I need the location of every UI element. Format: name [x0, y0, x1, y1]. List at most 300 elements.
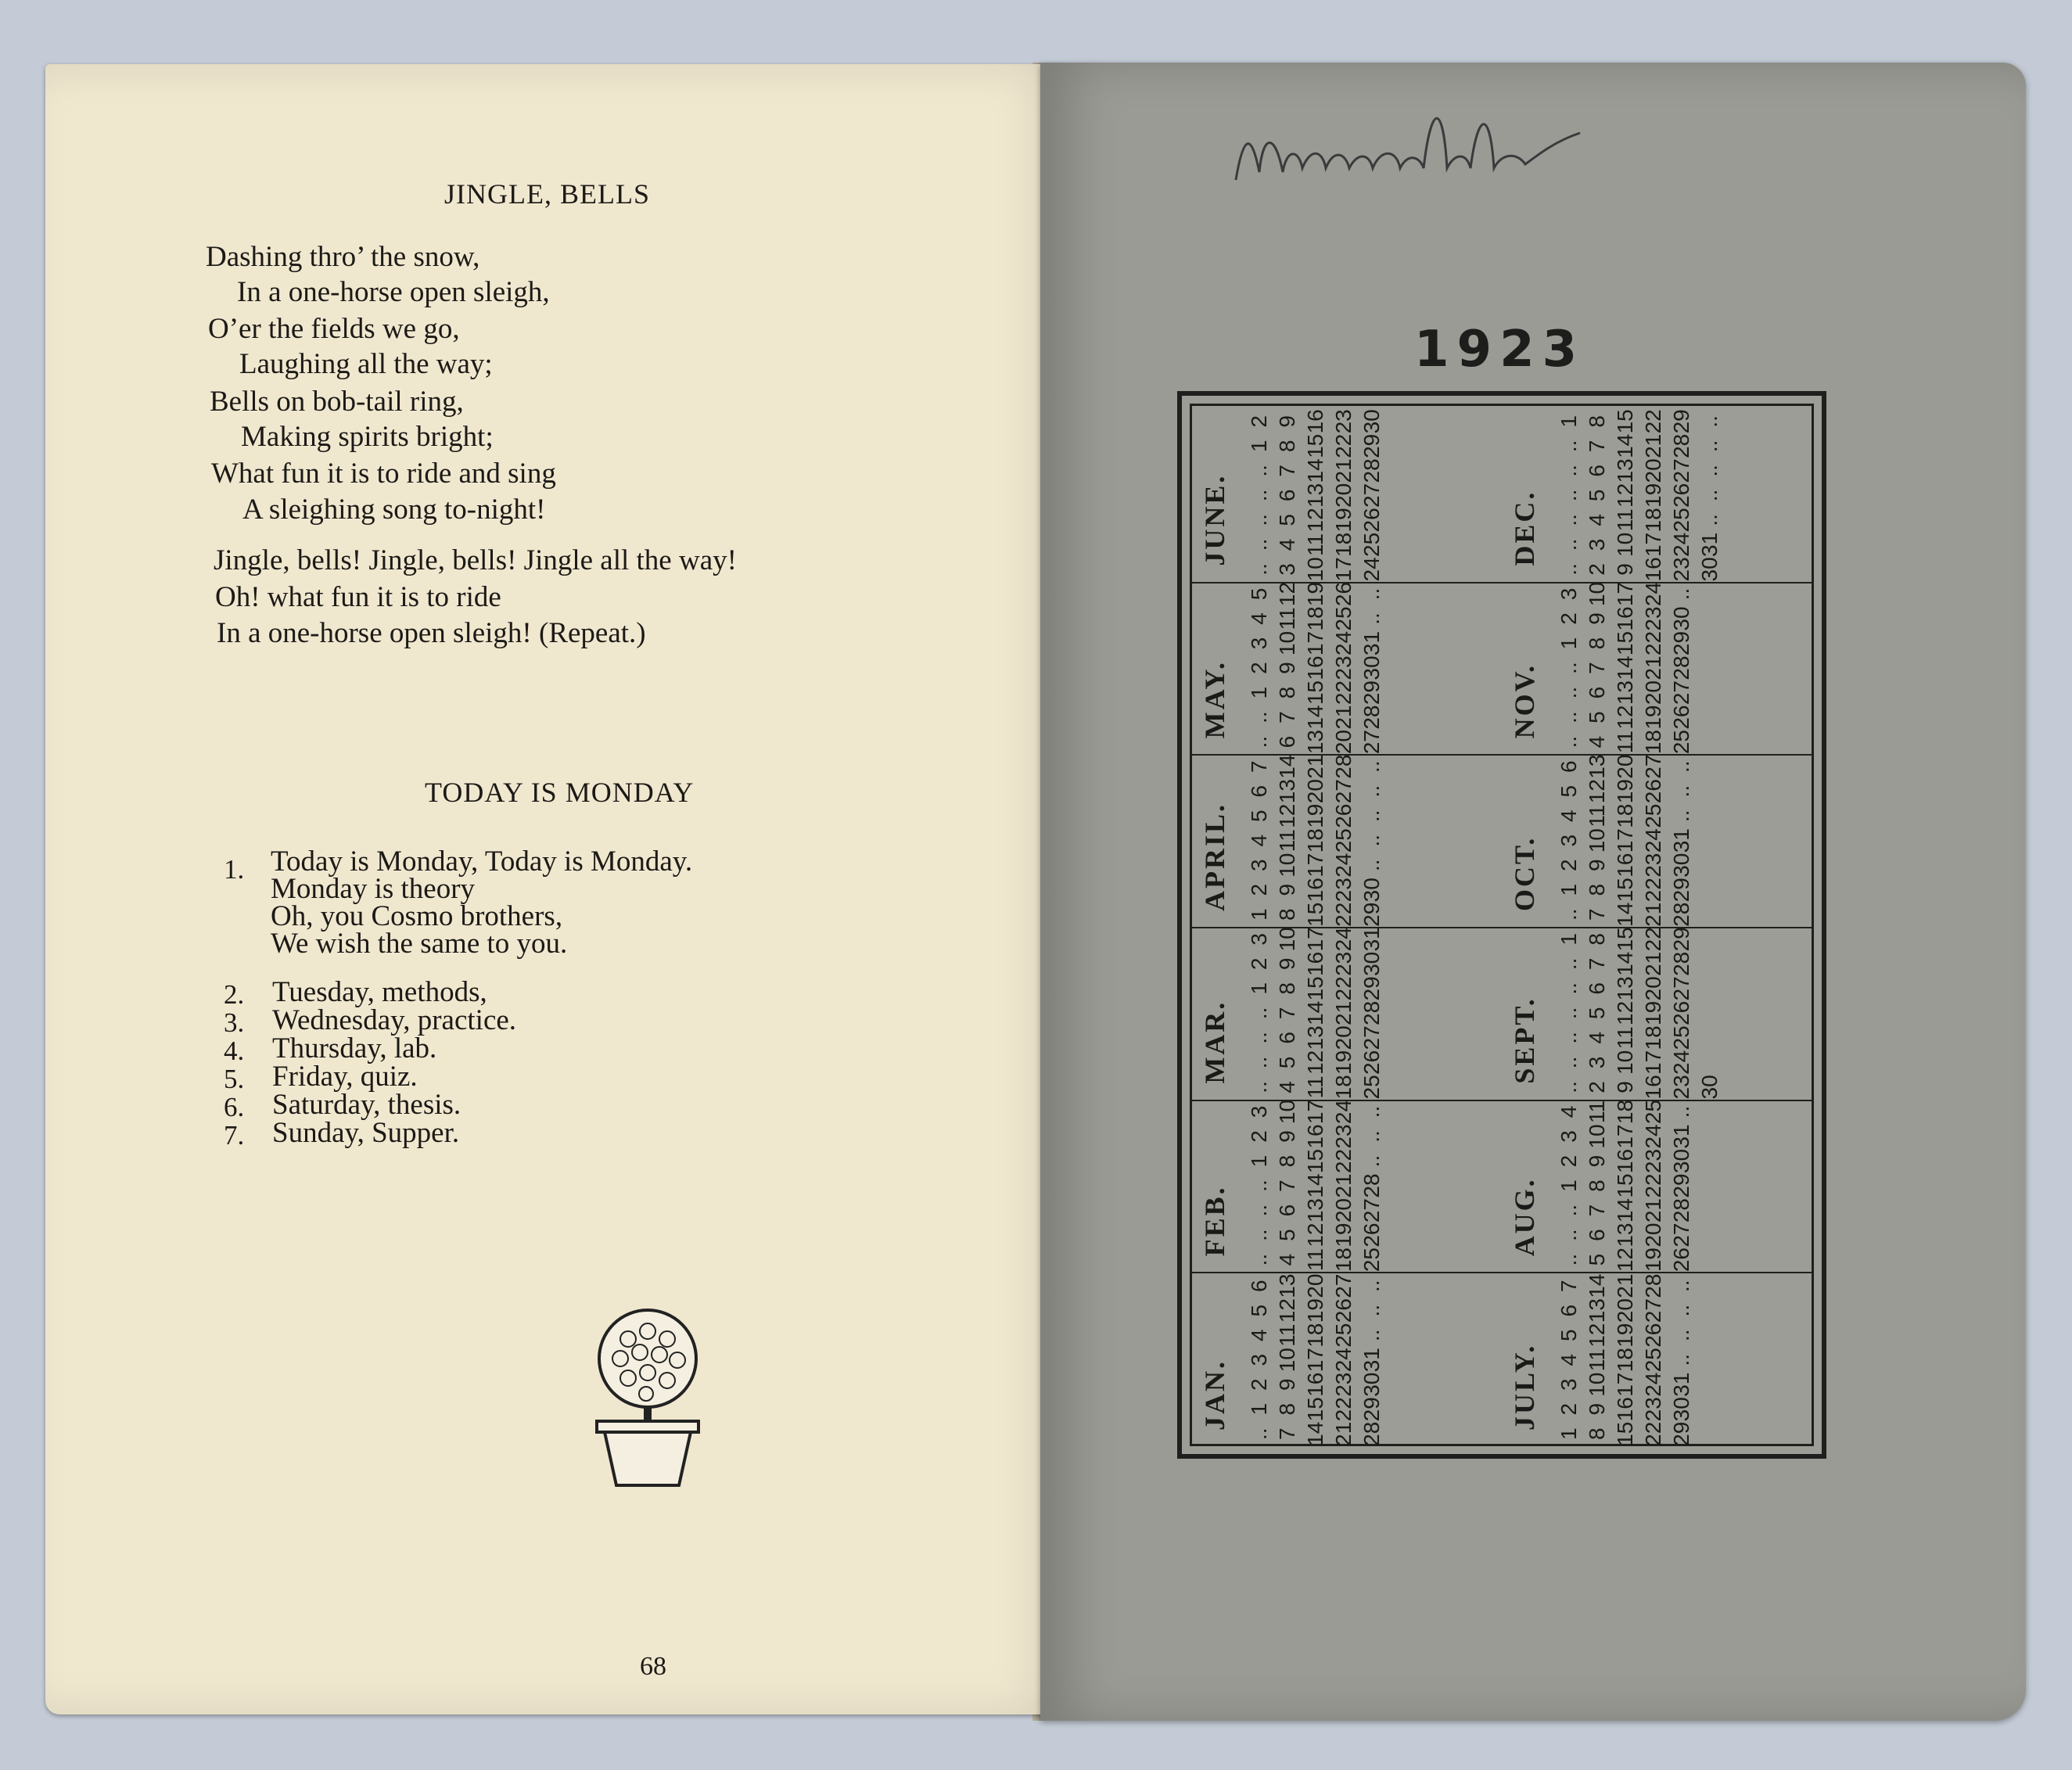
week-row — [1557, 927, 1582, 1100]
day-cell: 25 — [1331, 828, 1356, 853]
day-cell: 6 — [1247, 1280, 1271, 1292]
day-cell: 16 — [1303, 655, 1327, 680]
day-cell: 14 — [1613, 655, 1637, 680]
day-cell: .. — [1557, 563, 1581, 576]
month-block — [1502, 927, 1812, 1101]
day-cell: .. — [1697, 415, 1722, 428]
day-cell: .. — [1557, 440, 1581, 453]
day-cell: 10 — [1303, 557, 1327, 582]
week-row — [1669, 927, 1694, 1100]
day-cell: 21 — [1303, 754, 1327, 779]
week-row — [1557, 1273, 1582, 1446]
month-block — [1502, 1273, 1812, 1446]
day-cell: 12 — [1303, 508, 1327, 533]
day-cell: 29 — [1359, 902, 1384, 927]
day-cell: 15 — [1303, 1397, 1327, 1422]
day-cell: 10 — [1275, 927, 1299, 952]
day-cell: 14 — [1303, 1421, 1327, 1446]
day-cell: 22 — [1641, 1173, 1665, 1198]
week-row — [1557, 582, 1582, 755]
week-row — [1247, 754, 1272, 927]
day-cell: 10 — [1275, 1348, 1299, 1373]
day-cell: 8 — [1585, 1179, 1609, 1192]
day-cell: 9 — [1585, 1154, 1609, 1168]
day-cell: .. — [1669, 784, 1693, 798]
day-cell: .. — [1359, 834, 1384, 847]
potted-tree-illustration — [585, 1304, 710, 1492]
day-cell: 27 — [1669, 458, 1693, 483]
week-row — [1331, 582, 1356, 755]
day-cell: 26 — [1331, 581, 1356, 607]
day-cell: 28 — [1669, 951, 1693, 976]
day-cell: 28 — [1359, 1421, 1384, 1446]
week-row — [1303, 754, 1328, 927]
day-cell: 25 — [1641, 803, 1665, 828]
song-title-today-is-monday: TODAY IS MONDAY — [425, 777, 695, 808]
day-cell: 20 — [1331, 1197, 1356, 1223]
day-cell: .. — [1359, 1329, 1384, 1341]
week-row — [1669, 409, 1694, 582]
day-cell: 1 — [1557, 883, 1581, 896]
month-block — [1192, 754, 1502, 928]
day-cell: 20 — [1613, 754, 1637, 779]
day-cell: 27 — [1331, 1273, 1356, 1298]
day-cell: 28 — [1669, 902, 1693, 927]
day-cell: 2 — [1247, 883, 1271, 896]
day-cell: 25 — [1641, 1348, 1665, 1373]
day-cell: 2 — [1247, 1378, 1271, 1391]
day-cell: 10 — [1613, 1050, 1637, 1075]
day-cell: 4 — [1275, 538, 1299, 551]
day-cell: 17 — [1303, 927, 1327, 952]
day-cell: 5 — [1557, 1329, 1581, 1341]
month-block — [1192, 1100, 1502, 1274]
day-cell: 26 — [1331, 1298, 1356, 1323]
day-cell: 23 — [1331, 878, 1356, 903]
day-cell: 22 — [1331, 1397, 1356, 1422]
day-cell: 5 — [1585, 1007, 1609, 1020]
day-cell: 14 — [1613, 902, 1637, 927]
day-cell: 28 — [1641, 1273, 1665, 1298]
month-label: SEPT. — [1509, 996, 1540, 1084]
day-cell: 3 — [1247, 859, 1271, 871]
day-cell: 24 — [1641, 828, 1665, 853]
day-cell: 18 — [1641, 508, 1665, 533]
day-cell: 21 — [1331, 1173, 1356, 1198]
week-row — [1557, 1100, 1582, 1273]
day-cell: 13 — [1613, 458, 1637, 483]
day-cell: 27 — [1669, 680, 1693, 705]
week-row — [1613, 1273, 1638, 1446]
day-cell: 3 — [1247, 1353, 1271, 1366]
day-cell: 18 — [1331, 1075, 1356, 1100]
day-cell: 27 — [1359, 483, 1384, 508]
day-cell: 13 — [1613, 680, 1637, 705]
day-cell: 6 — [1275, 735, 1299, 749]
day-cell: 7 — [1275, 1007, 1299, 1020]
song-line: Dashing thro’ the snow, — [206, 241, 480, 273]
day-cell: 18 — [1303, 828, 1327, 853]
day-cell: 1 — [1557, 415, 1581, 428]
day-cell: 2 — [1247, 1130, 1271, 1143]
day-cell: 19 — [1641, 1248, 1665, 1273]
day-cell: 21 — [1641, 1197, 1665, 1223]
day-cell: .. — [1557, 1204, 1581, 1217]
day-cell: 5 — [1557, 784, 1581, 798]
day-cell: 2 — [1557, 612, 1581, 625]
day-cell: 15 — [1303, 433, 1327, 458]
day-cell: 26 — [1331, 803, 1356, 828]
day-cell: 15 — [1613, 630, 1637, 656]
day-cell: 11 — [1303, 1248, 1327, 1272]
day-cell: 13 — [1303, 483, 1327, 508]
day-cell: 29 — [1669, 630, 1693, 656]
week-row — [1613, 754, 1638, 927]
day-cell: 19 — [1303, 1298, 1327, 1323]
day-cell: 6 — [1585, 686, 1609, 699]
day-cell: 13 — [1585, 754, 1609, 779]
day-cell: .. — [1359, 1130, 1384, 1143]
day-cell: 4 — [1585, 514, 1609, 526]
day-cell: 28 — [1359, 1000, 1384, 1025]
day-cell: 26 — [1669, 1000, 1693, 1025]
day-cell: 16 — [1303, 1124, 1327, 1149]
day-cell: 11 — [1585, 1100, 1609, 1124]
day-cell: .. — [1669, 1280, 1693, 1292]
week-row — [1585, 409, 1610, 582]
day-cell: 31 — [1359, 630, 1384, 656]
day-cell: 20 — [1641, 976, 1665, 1001]
song-line: In a one-horse open sleigh, — [237, 276, 550, 308]
day-cell: 3 — [1247, 1105, 1271, 1118]
day-cell: 19 — [1613, 1323, 1637, 1348]
day-cell: 4 — [1247, 834, 1271, 847]
day-cell: 30 — [1359, 1372, 1384, 1397]
week-row — [1247, 1273, 1272, 1446]
day-cell: 16 — [1613, 606, 1637, 631]
week-row — [1331, 409, 1356, 582]
day-cell: 27 — [1331, 779, 1356, 804]
day-cell: 15 — [1613, 409, 1637, 434]
day-cell: 23 — [1641, 1148, 1665, 1174]
day-cell: 1 — [1557, 1427, 1581, 1441]
day-cell: 30 — [1359, 409, 1384, 434]
day-cell: 6 — [1557, 1304, 1581, 1317]
day-cell: 12 — [1303, 1222, 1327, 1248]
day-cell: 12 — [1275, 581, 1299, 607]
day-cell: .. — [1557, 1253, 1581, 1266]
week-row — [1585, 1100, 1610, 1273]
month-label: AUG. — [1509, 1177, 1540, 1257]
month-label: MAR. — [1199, 1000, 1230, 1084]
list-number: 5. — [224, 1064, 245, 1094]
day-cell: 3 — [1247, 637, 1271, 650]
day-cell: 19 — [1303, 803, 1327, 828]
day-cell: .. — [1247, 563, 1271, 576]
day-cell: 31 — [1669, 1372, 1693, 1397]
day-cell: 5 — [1247, 587, 1271, 601]
day-cell: .. — [1359, 1105, 1384, 1118]
day-cell: 7 — [1585, 440, 1609, 453]
day-cell: 3 — [1585, 1056, 1609, 1069]
month-block — [1502, 1100, 1812, 1274]
day-cell: 12 — [1585, 1323, 1609, 1348]
day-cell: 25 — [1359, 1248, 1384, 1273]
day-cell: 24 — [1331, 1099, 1356, 1125]
day-cell: 30 — [1669, 853, 1693, 878]
day-cell: .. — [1557, 662, 1581, 674]
day-cell: .. — [1557, 1229, 1581, 1241]
day-cell: 26 — [1359, 1222, 1384, 1248]
day-cell: 2 — [1557, 1154, 1581, 1168]
day-cell: .. — [1359, 612, 1384, 625]
day-cell: 24 — [1331, 1348, 1356, 1373]
day-cell: 13 — [1613, 1222, 1637, 1248]
day-cell: 3 — [1557, 834, 1581, 847]
day-cell: 7 — [1275, 465, 1299, 477]
day-cell: 9 — [1275, 957, 1299, 971]
day-cell: 4 — [1585, 1032, 1609, 1044]
day-cell: 8 — [1585, 637, 1609, 650]
day-cell: 8 — [1275, 908, 1299, 921]
week-row — [1641, 754, 1666, 927]
week-row — [1275, 754, 1300, 927]
day-cell: 7 — [1275, 1179, 1299, 1192]
month-label: FEB. — [1199, 1185, 1230, 1257]
day-cell: 31 — [1669, 1124, 1693, 1149]
day-cell: 20 — [1331, 483, 1356, 508]
day-cell: 25 — [1669, 508, 1693, 533]
day-cell: 10 — [1275, 853, 1299, 878]
day-cell: .. — [1359, 784, 1384, 798]
day-cell: 4 — [1275, 1081, 1299, 1093]
day-cell: 17 — [1613, 1372, 1637, 1397]
day-cell: 9 — [1275, 415, 1299, 428]
calendar-half-1 — [1192, 411, 1502, 1446]
week-row — [1275, 1100, 1300, 1273]
day-cell: 29 — [1359, 1397, 1384, 1422]
day-cell: 22 — [1331, 1148, 1356, 1174]
day-cell: 18 — [1641, 730, 1665, 755]
day-cell: 30 — [1697, 557, 1722, 582]
day-cell: 10 — [1585, 581, 1609, 607]
day-cell: 16 — [1613, 853, 1637, 878]
day-cell: 18 — [1613, 1099, 1637, 1125]
week-row — [1303, 1273, 1328, 1446]
month-block — [1502, 582, 1812, 756]
day-cell: .. — [1557, 908, 1581, 921]
day-cell: 15 — [1613, 878, 1637, 903]
day-cell: 5 — [1275, 514, 1299, 526]
day-cell: 29 — [1669, 409, 1693, 434]
day-cell: 6 — [1585, 982, 1609, 995]
day-cell: 4 — [1247, 612, 1271, 625]
month-label: APRIL. — [1199, 802, 1230, 911]
day-cell: 27 — [1359, 730, 1384, 755]
month-block — [1192, 927, 1502, 1101]
day-cell: 19 — [1331, 1050, 1356, 1075]
day-cell: 14 — [1585, 1273, 1609, 1298]
day-cell: 24 — [1331, 927, 1356, 952]
day-cell: 4 — [1557, 1353, 1581, 1366]
day-cell: 4 — [1247, 1329, 1271, 1341]
day-cell: 10 — [1585, 828, 1609, 853]
verse-number: 1. — [224, 854, 245, 885]
day-cell: 20 — [1641, 680, 1665, 705]
day-cell: 24 — [1331, 853, 1356, 878]
calendar-year: 1923 — [1414, 321, 1585, 379]
day-cell: .. — [1557, 1032, 1581, 1044]
day-cell: 8 — [1275, 686, 1299, 699]
day-cell: .. — [1557, 957, 1581, 971]
day-cell: 17 — [1613, 1124, 1637, 1149]
day-cell: 10 — [1275, 630, 1299, 656]
week-row — [1359, 927, 1384, 1100]
day-cell: 2 — [1557, 1402, 1581, 1416]
day-cell: .. — [1557, 1081, 1581, 1093]
day-cell: 24 — [1641, 581, 1665, 607]
day-cell: 22 — [1331, 680, 1356, 705]
day-cell: 17 — [1331, 557, 1356, 582]
song-title-jingle-bells: JINGLE, BELLS — [444, 178, 650, 210]
day-cell: 20 — [1303, 779, 1327, 804]
day-cell: 1 — [1557, 637, 1581, 650]
day-cell: 27 — [1359, 1025, 1384, 1050]
day-cell: 16 — [1303, 878, 1327, 903]
day-cell: .. — [1669, 1105, 1693, 1118]
week-row — [1613, 582, 1638, 755]
day-cell: 3 — [1557, 1130, 1581, 1143]
day-cell: .. — [1247, 1007, 1271, 1020]
list-item: Sunday, Supper. — [272, 1117, 460, 1149]
day-cell: 28 — [1331, 754, 1356, 779]
week-row — [1359, 582, 1384, 755]
day-cell: .. — [1359, 587, 1384, 601]
day-cell: 15 — [1303, 976, 1327, 1001]
day-cell: 23 — [1331, 1124, 1356, 1149]
list-item: Saturday, thesis. — [272, 1089, 461, 1121]
day-cell: 18 — [1331, 532, 1356, 557]
day-cell: 11 — [1303, 533, 1327, 556]
day-cell: 3 — [1557, 587, 1581, 601]
day-cell: 18 — [1613, 803, 1637, 828]
day-cell: 9 — [1275, 662, 1299, 674]
list-number: 6. — [224, 1092, 245, 1122]
day-cell: 9 — [1275, 1378, 1299, 1391]
day-cell: 20 — [1331, 1025, 1356, 1050]
day-cell: .. — [1669, 760, 1693, 773]
month-block — [1192, 409, 1502, 583]
day-cell: 10 — [1585, 1372, 1609, 1397]
day-cell: 15 — [1613, 927, 1637, 952]
week-row — [1247, 409, 1272, 582]
day-cell: 26 — [1669, 1248, 1693, 1273]
day-cell: 21 — [1641, 433, 1665, 458]
day-cell: 5 — [1585, 1253, 1609, 1266]
day-cell: 13 — [1303, 730, 1327, 755]
song-line: O’er the fields we go, — [208, 313, 460, 345]
calendar-grid — [1192, 411, 1812, 1446]
day-cell: 29 — [1359, 976, 1384, 1001]
day-cell: 7 — [1585, 662, 1609, 674]
day-cell: 3 — [1275, 563, 1299, 576]
week-row — [1247, 1100, 1272, 1273]
day-cell: 7 — [1585, 1204, 1609, 1217]
day-cell: .. — [1669, 1304, 1693, 1317]
day-cell: 11 — [1585, 1348, 1609, 1372]
day-cell: 27 — [1669, 976, 1693, 1001]
week-row — [1669, 754, 1694, 927]
day-cell: 9 — [1275, 1130, 1299, 1143]
week-row — [1613, 927, 1638, 1100]
day-cell: 21 — [1331, 458, 1356, 483]
day-cell: 10 — [1585, 1124, 1609, 1149]
day-cell: 24 — [1669, 532, 1693, 557]
day-cell: 15 — [1303, 680, 1327, 705]
day-cell: .. — [1557, 538, 1581, 551]
day-cell: 16 — [1613, 1148, 1637, 1174]
day-cell: 10 — [1613, 532, 1637, 557]
month-label: NOV. — [1509, 662, 1540, 739]
day-cell: 3 — [1557, 1378, 1581, 1391]
day-cell: .. — [1669, 587, 1693, 601]
day-cell: .. — [1247, 465, 1271, 477]
week-row — [1557, 409, 1582, 582]
day-cell: 16 — [1641, 1075, 1665, 1100]
day-cell: .. — [1359, 859, 1384, 871]
week-row — [1359, 409, 1384, 582]
month-label: JULY. — [1509, 1343, 1540, 1431]
handwritten-signature — [1220, 86, 1690, 203]
list-number: 7. — [224, 1120, 245, 1151]
week-row — [1641, 582, 1666, 755]
day-cell: 19 — [1641, 1000, 1665, 1025]
day-cell: 8 — [1585, 883, 1609, 896]
day-cell: 17 — [1641, 532, 1665, 557]
chorus-line: Jingle, bells! Jingle, bells! Jingle all the way! — [214, 544, 737, 576]
day-cell: 29 — [1669, 1173, 1693, 1198]
day-cell: 7 — [1275, 711, 1299, 723]
day-cell: 27 — [1669, 1222, 1693, 1248]
day-cell: 5 — [1275, 1056, 1299, 1069]
day-cell: 24 — [1641, 1124, 1665, 1149]
day-cell: 2 — [1247, 662, 1271, 674]
day-cell: .. — [1557, 735, 1581, 749]
day-cell: 25 — [1359, 1075, 1384, 1100]
week-row — [1331, 927, 1356, 1100]
day-cell: 9 — [1585, 1402, 1609, 1416]
day-cell: 2 — [1557, 859, 1581, 871]
day-cell: 12 — [1613, 483, 1637, 508]
week-row — [1275, 1273, 1300, 1446]
day-cell: 13 — [1275, 1273, 1299, 1298]
day-cell: 29 — [1669, 927, 1693, 952]
verse-line: Monday is theory — [271, 873, 476, 905]
day-cell: 8 — [1585, 415, 1609, 428]
day-cell: 28 — [1359, 1173, 1384, 1198]
day-cell: 30 — [1669, 1397, 1693, 1422]
day-cell: 15 — [1613, 1173, 1637, 1198]
day-cell: 9 — [1275, 883, 1299, 896]
day-cell: 11 — [1613, 731, 1637, 754]
week-row — [1303, 409, 1328, 582]
day-cell: 16 — [1303, 951, 1327, 976]
day-cell: 11 — [1613, 508, 1637, 532]
verse-line: Oh, you Cosmo brothers, — [271, 900, 563, 932]
chorus-line: In a one-horse open sleigh! (Repeat.) — [217, 617, 646, 649]
day-cell: 21 — [1613, 1273, 1637, 1298]
day-cell: 8 — [1275, 1402, 1299, 1416]
